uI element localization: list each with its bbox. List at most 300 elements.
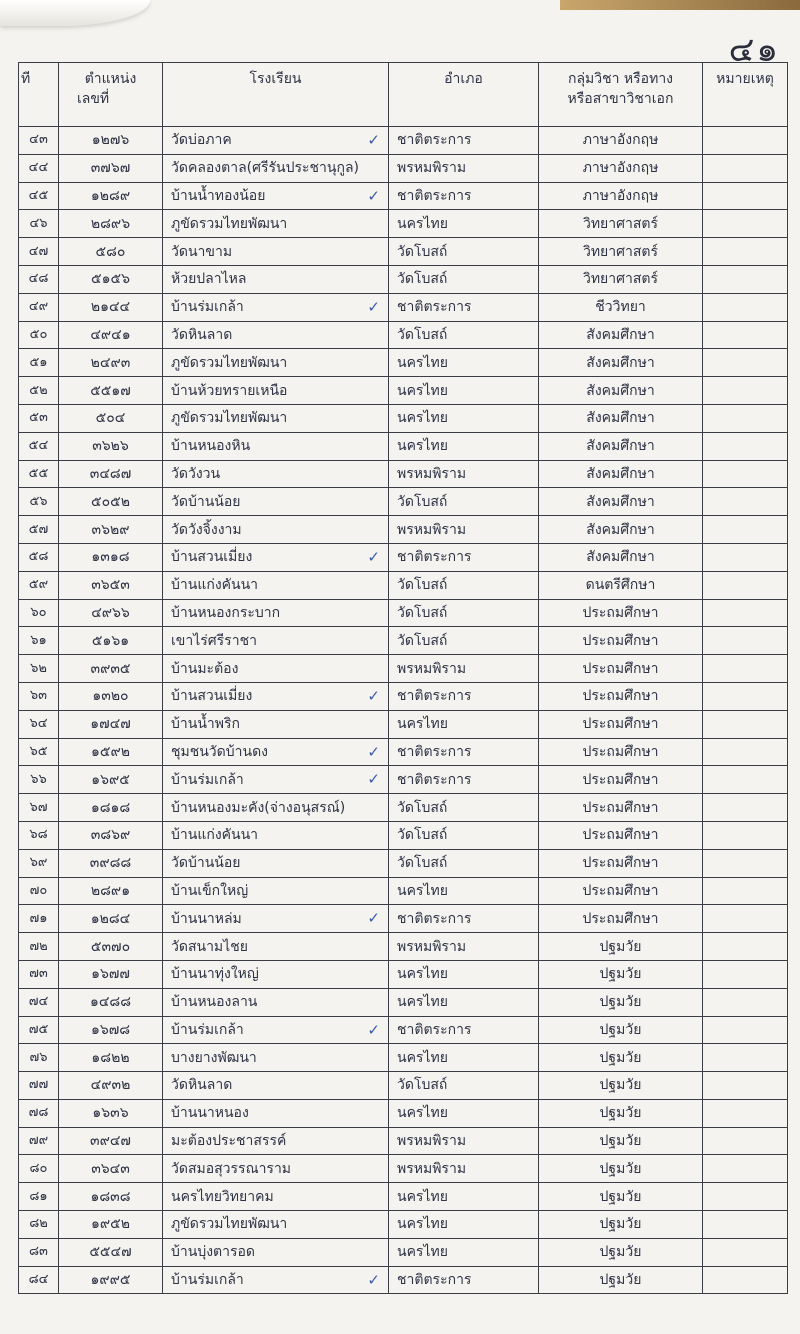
header-school: โรงเรียน	[163, 63, 389, 127]
district-name: นครไทย	[389, 432, 539, 460]
table-row	[19, 432, 788, 460]
school-name: บ้านน้ำพริก	[163, 710, 389, 738]
district-name: พรหมพิราม	[389, 516, 539, 544]
position-number: ๒๔๙๓	[59, 349, 163, 377]
position-number: ๑๘๓๘	[59, 1183, 163, 1211]
table-row	[19, 627, 788, 655]
row-number: ๘๐	[19, 1155, 59, 1183]
table-row	[19, 1238, 788, 1266]
district-name: ชาติตระการ	[389, 127, 539, 155]
table-row	[19, 404, 788, 432]
table-row	[19, 1099, 788, 1127]
position-number: ๒๑๔๔	[59, 293, 163, 321]
note-cell	[703, 1266, 788, 1294]
district-name: พรหมพิราม	[389, 933, 539, 961]
subject-group: ประถมศึกษา	[539, 738, 703, 766]
note-cell	[703, 849, 788, 877]
district-name: นครไทย	[389, 349, 539, 377]
school-name: บ้านร่มเกล้า ✓	[163, 1266, 389, 1294]
table-row	[19, 127, 788, 155]
subject-group: ปฐมวัย	[539, 960, 703, 988]
district-name: วัดโบสถ์	[389, 571, 539, 599]
table-row	[19, 655, 788, 683]
school-name: ภูขัดรวมไทยพัฒนา	[163, 1211, 389, 1239]
position-number: ๕๕๑๗	[59, 377, 163, 405]
note-cell	[703, 960, 788, 988]
district-name: วัดโบสถ์	[389, 321, 539, 349]
school-name: ชุมชนวัดบ้านดง ✓	[163, 738, 389, 766]
note-cell	[703, 710, 788, 738]
note-cell	[703, 933, 788, 961]
row-number: ๖๔	[19, 710, 59, 738]
header-subject-line1: กลุ่มวิชา หรือทาง	[567, 71, 674, 87]
district-name: นครไทย	[389, 404, 539, 432]
note-cell	[703, 1183, 788, 1211]
note-cell	[703, 404, 788, 432]
page-number: ๔๑	[728, 30, 780, 70]
row-number: ๕๖	[19, 488, 59, 516]
subject-group: ประถมศึกษา	[539, 794, 703, 822]
note-cell	[703, 1044, 788, 1072]
note-cell	[703, 1211, 788, 1239]
table-row	[19, 821, 788, 849]
district-name: วัดโบสถ์	[389, 627, 539, 655]
table-row	[19, 571, 788, 599]
row-number: ๕๕	[19, 460, 59, 488]
district-name: พรหมพิราม	[389, 655, 539, 683]
district-name: ชาติตระการ	[389, 905, 539, 933]
row-number: ๖๗	[19, 794, 59, 822]
note-cell	[703, 349, 788, 377]
note-cell	[703, 1238, 788, 1266]
school-name: บ้านร่มเกล้า ✓	[163, 293, 389, 321]
position-number: ๓๙๘๘	[59, 849, 163, 877]
district-name: ชาติตระการ	[389, 766, 539, 794]
note-cell	[703, 821, 788, 849]
school-name: บ้านแก่งคันนา	[163, 821, 389, 849]
row-number: ๖๘	[19, 821, 59, 849]
header-district: อำเภอ	[389, 63, 539, 127]
school-name: วัดบ่อภาค ✓	[163, 127, 389, 155]
row-number: ๔๙	[19, 293, 59, 321]
table-row	[19, 210, 788, 238]
position-number: ๕๓๗๐	[59, 933, 163, 961]
position-number: ๓๘๖๙	[59, 821, 163, 849]
row-number: ๔๕	[19, 182, 59, 210]
table-row	[19, 849, 788, 877]
page-curl	[0, 0, 150, 26]
row-number: ๔๘	[19, 265, 59, 293]
subject-group: วิทยาศาสตร์	[539, 210, 703, 238]
row-number: ๖๕	[19, 738, 59, 766]
table-row	[19, 766, 788, 794]
note-cell	[703, 877, 788, 905]
note-cell	[703, 182, 788, 210]
position-number: ๓๖๒๙	[59, 516, 163, 544]
school-name: วัดคลองตาล(ศรีรันประชานุกูล)	[163, 154, 389, 182]
row-number: ๔๖	[19, 210, 59, 238]
row-number: ๗๐	[19, 877, 59, 905]
row-number: ๖๙	[19, 849, 59, 877]
subject-group: สังคมศึกษา	[539, 543, 703, 571]
note-cell	[703, 1016, 788, 1044]
row-number: ๕๔	[19, 432, 59, 460]
subject-group: ปฐมวัย	[539, 1072, 703, 1100]
subject-group: ปฐมวัย	[539, 1238, 703, 1266]
position-number: ๓๖๔๓	[59, 1155, 163, 1183]
table-row	[19, 988, 788, 1016]
table-header-row	[19, 63, 788, 127]
header-subject	[539, 63, 703, 127]
school-name: บ้านบุ่งตารอด	[163, 1238, 389, 1266]
district-name: นครไทย	[389, 988, 539, 1016]
position-number: ๓๖๕๓	[59, 571, 163, 599]
table-row	[19, 488, 788, 516]
school-name: บ้านนาทุ่งใหญ่	[163, 960, 389, 988]
district-name: ชาติตระการ	[389, 738, 539, 766]
subject-group: ปฐมวัย	[539, 1183, 703, 1211]
school-name: บ้านนาหล่ม ✓	[163, 905, 389, 933]
district-name: นครไทย	[389, 1183, 539, 1211]
district-name: นครไทย	[389, 710, 539, 738]
table-row	[19, 377, 788, 405]
note-cell	[703, 293, 788, 321]
subject-group: สังคมศึกษา	[539, 488, 703, 516]
row-number: ๗๙	[19, 1127, 59, 1155]
school-name: ห้วยปลาไหล	[163, 265, 389, 293]
table-row	[19, 933, 788, 961]
district-name: นครไทย	[389, 1211, 539, 1239]
school-name: วัดวังวน	[163, 460, 389, 488]
checkmark-icon: ✓	[367, 686, 380, 705]
school-name: วัดนาขาม	[163, 238, 389, 266]
row-number: ๖๒	[19, 655, 59, 683]
checkmark-icon: ✓	[367, 770, 380, 789]
note-cell	[703, 154, 788, 182]
position-number: ๑๖๓๖	[59, 1099, 163, 1127]
row-number: ๖๖	[19, 766, 59, 794]
table-row	[19, 599, 788, 627]
position-number: ๑๓๑๘	[59, 543, 163, 571]
subject-group: สังคมศึกษา	[539, 460, 703, 488]
row-number: ๕๒	[19, 377, 59, 405]
row-number: ๕๗	[19, 516, 59, 544]
school-name: บ้านร่มเกล้า ✓	[163, 1016, 389, 1044]
position-number: ๕๑๕๖	[59, 265, 163, 293]
district-name: พรหมพิราม	[389, 1127, 539, 1155]
table-row	[19, 1211, 788, 1239]
subject-group: สังคมศึกษา	[539, 432, 703, 460]
note-cell	[703, 794, 788, 822]
note-cell	[703, 238, 788, 266]
table-row	[19, 794, 788, 822]
note-cell	[703, 265, 788, 293]
note-cell	[703, 988, 788, 1016]
header-position	[59, 63, 163, 127]
table-row	[19, 182, 788, 210]
subject-group: ประถมศึกษา	[539, 710, 703, 738]
note-cell	[703, 766, 788, 794]
school-name: วัดบ้านน้อย	[163, 849, 389, 877]
subject-group: สังคมศึกษา	[539, 377, 703, 405]
subject-group: ภาษาอังกฤษ	[539, 182, 703, 210]
header-position-line2: เลขที่	[77, 91, 110, 107]
subject-group: สังคมศึกษา	[539, 349, 703, 377]
position-number: ๑๖๙๕	[59, 766, 163, 794]
district-name: วัดโบสถ์	[389, 794, 539, 822]
subject-group: ปฐมวัย	[539, 1016, 703, 1044]
row-number: ๗๓	[19, 960, 59, 988]
checkmark-icon: ✓	[367, 547, 380, 566]
subject-group: วิทยาศาสตร์	[539, 265, 703, 293]
district-name: นครไทย	[389, 960, 539, 988]
note-cell	[703, 377, 788, 405]
table-row	[19, 1072, 788, 1100]
school-name: บ้านร่มเกล้า ✓	[163, 766, 389, 794]
table-row	[19, 154, 788, 182]
table-row	[19, 682, 788, 710]
district-name: ชาติตระการ	[389, 182, 539, 210]
subject-group: สังคมศึกษา	[539, 404, 703, 432]
position-number: ๑๙๕๒	[59, 1211, 163, 1239]
school-name: บ้านนาหนอง	[163, 1099, 389, 1127]
school-name: เขาไร่ศรีราชา	[163, 627, 389, 655]
position-number: ๕๑๖๑	[59, 627, 163, 655]
subject-group: ภาษาอังกฤษ	[539, 127, 703, 155]
assignment-table	[18, 62, 788, 1294]
row-number: ๘๔	[19, 1266, 59, 1294]
school-name: บ้านหนองลาน	[163, 988, 389, 1016]
checkmark-icon: ✓	[367, 186, 380, 205]
note-cell	[703, 627, 788, 655]
district-name: นครไทย	[389, 1099, 539, 1127]
position-number: ๓๔๘๗	[59, 460, 163, 488]
subject-group: สังคมศึกษา	[539, 516, 703, 544]
school-name: ภูขัดรวมไทยพัฒนา	[163, 349, 389, 377]
table-row	[19, 738, 788, 766]
subject-group: ปฐมวัย	[539, 988, 703, 1016]
subject-group: ปฐมวัย	[539, 1044, 703, 1072]
note-cell	[703, 682, 788, 710]
district-name: นครไทย	[389, 877, 539, 905]
position-number: ๕๘๐	[59, 238, 163, 266]
table-row	[19, 710, 788, 738]
position-number: ๑๖๗๘	[59, 1016, 163, 1044]
row-number: ๕๘	[19, 543, 59, 571]
district-name: ชาติตระการ	[389, 1266, 539, 1294]
table-row	[19, 265, 788, 293]
subject-group: ปฐมวัย	[539, 1155, 703, 1183]
table-row	[19, 1155, 788, 1183]
district-name: พรหมพิราม	[389, 154, 539, 182]
school-name: ภูขัดรวมไทยพัฒนา	[163, 210, 389, 238]
position-number: ๓๙๓๕	[59, 655, 163, 683]
district-name: พรหมพิราม	[389, 1155, 539, 1183]
row-number: ๕๐	[19, 321, 59, 349]
subject-group: สังคมศึกษา	[539, 321, 703, 349]
district-name: วัดโบสถ์	[389, 1072, 539, 1100]
row-number: ๗๑	[19, 905, 59, 933]
row-number: ๕๓	[19, 404, 59, 432]
table-row	[19, 543, 788, 571]
subject-group: วิทยาศาสตร์	[539, 238, 703, 266]
header-subject-line2: หรือสาขาวิชาเอก	[567, 91, 674, 107]
row-number: ๗๖	[19, 1044, 59, 1072]
subject-group: ประถมศึกษา	[539, 821, 703, 849]
position-number: ๑๘๒๒	[59, 1044, 163, 1072]
school-name: วัดสมอสุวรรณาราม	[163, 1155, 389, 1183]
table-row	[19, 460, 788, 488]
district-name: ชาติตระการ	[389, 543, 539, 571]
district-name: วัดโบสถ์	[389, 488, 539, 516]
checkmark-icon: ✓	[367, 742, 380, 761]
school-name: บ้านมะต้อง	[163, 655, 389, 683]
row-number: ๕๙	[19, 571, 59, 599]
note-cell	[703, 127, 788, 155]
position-number: ๑๙๙๕	[59, 1266, 163, 1294]
note-cell	[703, 488, 788, 516]
note-cell	[703, 655, 788, 683]
row-number: ๗๗	[19, 1072, 59, 1100]
school-name: บ้านเข็กใหญ่	[163, 877, 389, 905]
subject-group: ปฐมวัย	[539, 1266, 703, 1294]
position-number: ๕๕๔๗	[59, 1238, 163, 1266]
district-name: นครไทย	[389, 1238, 539, 1266]
row-number: ๗๒	[19, 933, 59, 961]
position-number: ๑๔๘๘	[59, 988, 163, 1016]
position-number: ๑๗๔๗	[59, 710, 163, 738]
school-name: บ้านสวนเมี่ยง ✓	[163, 543, 389, 571]
school-name: ภูขัดรวมไทยพัฒนา	[163, 404, 389, 432]
row-number: ๔๔	[19, 154, 59, 182]
table-row	[19, 321, 788, 349]
district-name: นครไทย	[389, 210, 539, 238]
row-number: ๖๐	[19, 599, 59, 627]
school-name: บ้านหนองมะคัง(จ่างอนุสรณ์)	[163, 794, 389, 822]
district-name: วัดโบสถ์	[389, 821, 539, 849]
row-number: ๗๕	[19, 1016, 59, 1044]
subject-group: ชีววิทยา	[539, 293, 703, 321]
table-row	[19, 293, 788, 321]
note-cell	[703, 1155, 788, 1183]
checkmark-icon: ✓	[367, 297, 380, 316]
position-number: ๔๙๓๒	[59, 1072, 163, 1100]
row-number: ๔๓	[19, 127, 59, 155]
subject-group: ประถมศึกษา	[539, 599, 703, 627]
table-row	[19, 349, 788, 377]
table-row	[19, 877, 788, 905]
table-row	[19, 1127, 788, 1155]
subject-group: ปฐมวัย	[539, 1211, 703, 1239]
row-number: ๘๓	[19, 1238, 59, 1266]
table-row	[19, 1183, 788, 1211]
checkmark-icon: ✓	[367, 131, 380, 149]
subject-group: ประถมศึกษา	[539, 627, 703, 655]
note-cell	[703, 1099, 788, 1127]
checkmark-icon: ✓	[367, 1270, 380, 1289]
school-name: วัดบ้านน้อย	[163, 488, 389, 516]
note-cell	[703, 460, 788, 488]
table-row	[19, 1266, 788, 1294]
district-name: ชาติตระการ	[389, 1016, 539, 1044]
table-row	[19, 238, 788, 266]
note-cell	[703, 432, 788, 460]
school-name: วัดหินลาด	[163, 1072, 389, 1100]
subject-group: ประถมศึกษา	[539, 682, 703, 710]
subject-group: ปฐมวัย	[539, 1099, 703, 1127]
row-number: ๘๒	[19, 1211, 59, 1239]
position-number: ๓๗๖๗	[59, 154, 163, 182]
position-number: ๒๘๙๖	[59, 210, 163, 238]
subject-group: ปฐมวัย	[539, 1127, 703, 1155]
district-name: วัดโบสถ์	[389, 238, 539, 266]
row-number: ๘๑	[19, 1183, 59, 1211]
position-number: ๑๘๑๘	[59, 794, 163, 822]
table-row	[19, 516, 788, 544]
table-row	[19, 1016, 788, 1044]
subject-group: ปฐมวัย	[539, 933, 703, 961]
table-row	[19, 960, 788, 988]
subject-group: ประถมศึกษา	[539, 905, 703, 933]
note-cell	[703, 738, 788, 766]
row-number: ๗๔	[19, 988, 59, 1016]
note-cell	[703, 1072, 788, 1100]
school-name: นครไทยวิทยาคม	[163, 1183, 389, 1211]
position-number: ๓๖๒๖	[59, 432, 163, 460]
school-name: บ้านสวนเมี่ยง ✓	[163, 682, 389, 710]
header-note: หมายเหตุ	[703, 63, 788, 127]
position-number: ๑๓๒๐	[59, 682, 163, 710]
row-number: ๕๑	[19, 349, 59, 377]
school-name: วัดสนามไชย	[163, 933, 389, 961]
row-number: ๗๘	[19, 1099, 59, 1127]
position-number: ๑๒๗๖	[59, 127, 163, 155]
checkmark-icon: ✓	[367, 1020, 380, 1039]
district-name: วัดโบสถ์	[389, 265, 539, 293]
position-number: ๑๕๙๒	[59, 738, 163, 766]
district-name: นครไทย	[389, 1044, 539, 1072]
note-cell	[703, 321, 788, 349]
header-no: ที	[19, 63, 59, 127]
note-cell	[703, 516, 788, 544]
school-name: บ้านห้วยทรายเหนือ	[163, 377, 389, 405]
school-name: วัดหินลาด	[163, 321, 389, 349]
background-edge	[560, 0, 800, 10]
position-number: ๓๙๔๗	[59, 1127, 163, 1155]
school-name: วัดวังจิ้งงาม	[163, 516, 389, 544]
district-name: ชาติตระการ	[389, 293, 539, 321]
position-number: ๑๖๗๗	[59, 960, 163, 988]
note-cell	[703, 905, 788, 933]
row-number: ๖๓	[19, 682, 59, 710]
table-body	[19, 127, 788, 1294]
district-name: ชาติตระการ	[389, 682, 539, 710]
district-name: พรหมพิราม	[389, 460, 539, 488]
district-name: นครไทย	[389, 377, 539, 405]
district-name: วัดโบสถ์	[389, 599, 539, 627]
district-name: วัดโบสถ์	[389, 849, 539, 877]
checkmark-icon: ✓	[367, 909, 380, 928]
note-cell	[703, 543, 788, 571]
subject-group: ประถมศึกษา	[539, 849, 703, 877]
subject-group: ประถมศึกษา	[539, 766, 703, 794]
subject-group: ดนตรีศึกษา	[539, 571, 703, 599]
note-cell	[703, 571, 788, 599]
header-position-line1: ตำแหน่ง	[84, 71, 137, 87]
subject-group: ภาษาอังกฤษ	[539, 154, 703, 182]
school-name: บ้านน้ำทองน้อย ✓	[163, 182, 389, 210]
subject-group: ประถมศึกษา	[539, 877, 703, 905]
